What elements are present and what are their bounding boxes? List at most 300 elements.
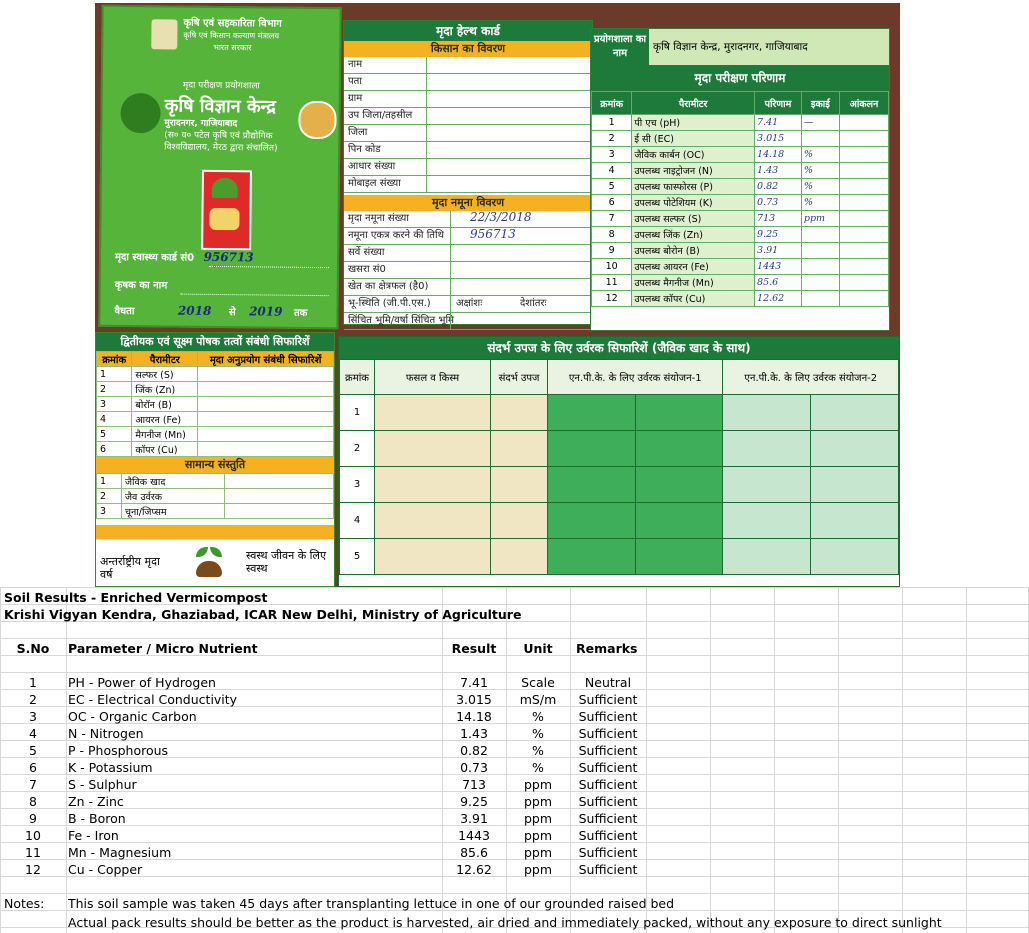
dept-line1: कृषि एवं सहकारिता विभाग: [183, 17, 282, 30]
sample-row: [344, 296, 592, 313]
row-divider: [450, 262, 451, 278]
results-row-number: 3: [592, 147, 632, 163]
results-row-number: 12: [592, 291, 632, 307]
row-sno: 5: [29, 743, 37, 758]
general-row-item: जैविक खाद: [122, 474, 225, 489]
fertilizer-row-combo2-b: [811, 395, 899, 431]
results-row-unit: %: [801, 179, 839, 195]
results-row-assessment: [839, 131, 888, 147]
results-row-parameter: उपलब्ध कॉपर (Cu): [632, 291, 755, 307]
row-result: 1.43: [460, 726, 488, 741]
micronutrient-row: [97, 442, 334, 457]
row-parameter: B - Boron: [68, 811, 126, 826]
card-fertilizer-recommendations: [338, 336, 900, 587]
results-row: [592, 259, 889, 275]
sample-row-label: नमूना एकत्र करने की तिथि: [348, 230, 444, 241]
results-row: [592, 243, 889, 259]
header-result: Result: [451, 641, 497, 656]
results-row-number: 10: [592, 259, 632, 275]
results-row-number: 1: [592, 115, 632, 131]
general-row-item: चूना/जिप्सम: [122, 504, 225, 519]
fertilizer-row-combo1-a: [548, 395, 636, 431]
validity-to-word: से: [228, 307, 236, 319]
row-remarks: Sufficient: [578, 845, 638, 860]
farmer-rows: [344, 57, 592, 193]
kvk-title: कृषि विज्ञान केन्द्र: [164, 95, 276, 118]
row-unit: %: [532, 743, 544, 758]
row-remarks: Sufficient: [578, 777, 638, 792]
results-title: मृदा परीक्षण परिणाम: [591, 65, 889, 91]
row-parameter: Mn - Magnesium: [68, 845, 172, 860]
results-row-value: 1443: [755, 259, 802, 275]
micronutrient-row-number: 3: [97, 397, 132, 412]
results-row-parameter: जैविक कार्बन (OC): [632, 147, 755, 163]
results-row-unit: [801, 275, 839, 291]
results-row: [592, 131, 889, 147]
row-result: 0.82: [460, 743, 488, 758]
farmer-row: [344, 108, 592, 125]
results-row-value: 3.015: [755, 131, 802, 147]
fertilizer-column-header: फसल व किस्म: [375, 360, 491, 395]
kvk-sub1: (स० व० पटेल कृषि एवं प्रौद्योगिक: [164, 130, 273, 142]
results-column-header: क्रमांक: [592, 92, 632, 115]
micronutrient-column-header: मृदा अनुप्रयोग संबंधी सिफारिशें: [198, 352, 334, 367]
row-divider: [450, 245, 451, 261]
sample-row: [344, 279, 592, 296]
micronutrient-row-parameter: मैगनीज (Mn): [132, 427, 198, 442]
results-row-assessment: [839, 275, 888, 291]
farmer-section-title: किसान का विवरण: [344, 41, 592, 57]
dept-line3: भारत सरकार: [213, 42, 252, 53]
card-cover-panel: [98, 5, 341, 329]
soil-results-sheet: [0, 587, 1029, 933]
sample-row: [344, 245, 592, 262]
results-row-assessment: [839, 291, 888, 307]
results-column-header: परिणाम: [755, 92, 802, 115]
results-row-parameter: उपलब्ध बोरोन (B): [632, 243, 755, 259]
row-result: 1443: [458, 828, 490, 843]
results-row-value: 12.62: [755, 291, 802, 307]
micronutrient-table: [96, 351, 334, 457]
farmer-name-label: कृषक का नाम: [114, 279, 168, 292]
results-row-number: 11: [592, 275, 632, 291]
note-line-1: This soil sample was taken 45 days after transplanting lettuce in one of our grounded raised bed: [68, 896, 675, 911]
general-recommendation-row: [97, 489, 334, 504]
general-recommendation-title: सामान्य संस्तुति: [96, 457, 334, 473]
card-no-value: 956713: [203, 249, 254, 265]
results-row-unit: [801, 131, 839, 147]
row-divider: [450, 313, 451, 329]
validity-label: वैधता: [114, 305, 135, 318]
results-row-unit: [801, 291, 839, 307]
results-row-value: 0.73: [755, 195, 802, 211]
note-line-2: Actual pack results should be better as the product is harvested, air dried and immediately packed, without any exposure to direct sunlight: [68, 915, 942, 930]
row-unit: ppm: [523, 862, 553, 877]
sample-row: [344, 262, 592, 279]
results-column-header: इकाई: [801, 92, 839, 115]
fertilizer-title: संदर्भ उपज के लिए उर्वरक सिफारिशें (जैविक खाद के साथ): [339, 337, 899, 359]
results-row-assessment: [839, 115, 888, 131]
fertilizer-row-combo2-a: [723, 431, 811, 467]
fertilizer-column-header: एन.पी.के. के लिए उर्वरक संयोजन-2: [723, 360, 899, 395]
row-divider: [450, 211, 451, 227]
results-row: [592, 163, 889, 179]
results-row-number: 8: [592, 227, 632, 243]
fertilizer-row-combo2-a: [723, 539, 811, 575]
card-micronutrient-recommendations: [95, 332, 335, 587]
results-row: [592, 227, 889, 243]
sample-row-label: मृदा नमूना संख्या: [348, 213, 409, 224]
results-row-unit: %: [801, 195, 839, 211]
farmer-row: [344, 91, 592, 108]
micronutrient-row: [97, 412, 334, 427]
results-row-assessment: [839, 163, 888, 179]
farmer-row: [344, 176, 592, 193]
row-divider: [450, 296, 451, 312]
header-sno: S.No: [16, 641, 50, 656]
lab-name-label: प्रयोगशाला का नाम: [591, 29, 649, 65]
row-divider: [450, 279, 451, 295]
plant-sprout-icon: [192, 545, 226, 581]
results-row-value: 3.91: [755, 243, 802, 259]
fertilizer-row: [340, 431, 899, 467]
row-sno: 11: [25, 845, 41, 860]
results-row-parameter: उपलब्ध पोटेशियम (K): [632, 195, 755, 211]
general-row-recommendation: [225, 489, 334, 504]
fertilizer-row-crop: [375, 539, 491, 575]
card-test-results: [590, 28, 890, 331]
results-row: [592, 115, 889, 131]
row-remarks: Sufficient: [578, 709, 638, 724]
results-row-assessment: [839, 147, 888, 163]
results-row-assessment: [839, 243, 888, 259]
row-divider: [426, 176, 427, 192]
lab-name: कृषि विज्ञान केन्द्र, मुरादनगर, गाजियाबाद: [649, 29, 889, 65]
micronutrient-row-recommendation: [198, 397, 334, 412]
results-row-number: 5: [592, 179, 632, 195]
farmer-row: [344, 125, 592, 142]
row-sno: 12: [25, 862, 41, 877]
micronutrient-row-recommendation: [198, 412, 334, 427]
micronutrient-row: [97, 397, 334, 412]
fertilizer-row: [340, 395, 899, 431]
validity-end: तक: [293, 307, 308, 319]
micronutrient-row-recommendation: [198, 382, 334, 397]
dept-line2: कृषि एवं किसान कल्याण मंत्रालय: [183, 30, 280, 41]
results-row-parameter: उपलब्ध मैगनीज (Mn): [632, 275, 755, 291]
card-no-label: मृदा स्वास्थ्य कार्ड सं0: [114, 251, 195, 264]
row-sno: 9: [29, 811, 37, 826]
fertilizer-row-yield: [491, 467, 548, 503]
validity-to: 2019: [249, 304, 283, 319]
row-parameter: Fe - Iron: [68, 828, 119, 843]
fertilizer-row-number: 2: [340, 431, 375, 467]
micronutrient-row: [97, 367, 334, 382]
row-sno: 3: [29, 709, 37, 724]
university-seal-icon: [298, 101, 336, 139]
micronutrient-row-number: 6: [97, 442, 132, 457]
fertilizer-row-number: 3: [340, 467, 375, 503]
row-unit: %: [532, 760, 544, 775]
general-row-number: 2: [97, 489, 122, 504]
fertilizer-row-crop: [375, 503, 491, 539]
row-remarks: Sufficient: [578, 726, 638, 741]
row-parameter: S - Sulphur: [68, 777, 137, 792]
row-parameter: N - Nitrogen: [68, 726, 144, 741]
farmer-row-label: जिला: [348, 127, 368, 138]
row-remarks: Sufficient: [578, 811, 638, 826]
farmer-row-label: मोबाइल संख्या: [348, 178, 401, 189]
row-sno: 4: [29, 726, 37, 741]
row-parameter: PH - Power of Hydrogen: [68, 675, 216, 690]
row-remarks: Sufficient: [578, 828, 638, 843]
row-unit: Scale: [521, 675, 555, 690]
fertilizer-row-combo1-a: [548, 467, 636, 503]
micronutrient-column-header: क्रमांक: [97, 352, 132, 367]
row-divider: [426, 91, 427, 107]
fertilizer-row-combo1-b: [635, 503, 723, 539]
row-unit: ppm: [523, 828, 553, 843]
row-parameter: EC - Electrical Conductivity: [68, 692, 238, 707]
row-sno: 2: [29, 692, 37, 707]
results-row-number: 9: [592, 243, 632, 259]
results-row-unit: %: [801, 163, 839, 179]
results-column-header: पैरामीटर: [632, 92, 755, 115]
row-parameter: OC - Organic Carbon: [68, 709, 197, 724]
results-row-unit: [801, 227, 839, 243]
header-unit: Unit: [523, 641, 553, 656]
farmer-row: [344, 142, 592, 159]
results-table: [591, 91, 889, 307]
row-remarks: Sufficient: [578, 794, 638, 809]
farmer-row-label: पिन कोड: [348, 144, 381, 155]
general-row-number: 1: [97, 474, 122, 489]
sample-rows: [344, 211, 592, 330]
row-unit: ppm: [523, 794, 553, 809]
validity-from: 2018: [177, 303, 212, 318]
fertilizer-row-yield: [491, 539, 548, 575]
sample-row: [344, 228, 592, 245]
general-recommendation-row: [97, 504, 334, 519]
sample-row-label: खसरा सं0: [348, 264, 386, 275]
row-unit: %: [532, 726, 544, 741]
row-divider: [450, 228, 451, 244]
row-sno: 1: [29, 675, 37, 690]
micronutrient-row-number: 5: [97, 427, 132, 442]
micronutrient-row-recommendation: [198, 442, 334, 457]
fertilizer-row-combo1-b: [635, 539, 723, 575]
fertilizer-row-combo2-b: [811, 467, 899, 503]
fertilizer-row-combo2-b: [811, 503, 899, 539]
kvk-sub2: विश्वविद्यालय, मेरठ द्वारा संचालित): [164, 142, 278, 154]
results-row-parameter: उपलब्ध नाइट्रोजन (N): [632, 163, 755, 179]
sample-row-value: 956713: [470, 228, 516, 241]
row-parameter: P - Phosphorous: [68, 743, 169, 758]
results-row-unit: ppm: [801, 211, 839, 227]
results-row-unit: [801, 243, 839, 259]
row-remarks: Sufficient: [578, 862, 638, 877]
results-row-value: 1.43: [755, 163, 802, 179]
micronutrient-title: द्वितीयक एवं सूक्ष्म पोषक तत्वों संबंधी सिफारिशें: [96, 333, 334, 351]
row-divider: [426, 142, 427, 158]
healthy-life-text: स्वस्थ जीवन के लिए स्वस्थ: [246, 549, 327, 575]
row-divider: [426, 125, 427, 141]
results-row-unit: [801, 259, 839, 275]
emblem-icon: [151, 19, 177, 49]
row-unit: ppm: [523, 777, 553, 792]
row-remarks: Neutral: [584, 675, 632, 690]
micronutrient-row-recommendation: [198, 427, 334, 442]
fertilizer-row: [340, 539, 899, 575]
row-divider: [426, 108, 427, 124]
fertilizer-row-yield: [491, 431, 548, 467]
grid-row-line: [0, 587, 1029, 588]
latitude-label: अक्षांशः: [456, 298, 483, 309]
row-divider: [426, 159, 427, 175]
lab-title: मृदा परीक्षण प्रयोगशाला: [182, 80, 260, 92]
sample-row-label: सिंचित भूमि/वर्षा सिंचित भूमि: [348, 315, 455, 326]
results-column-header: आंकलन: [839, 92, 888, 115]
results-row-assessment: [839, 211, 888, 227]
micronutrient-row-number: 1: [97, 367, 132, 382]
results-row: [592, 211, 889, 227]
sample-row-label: सर्वे संख्या: [348, 247, 385, 258]
row-result: 9.25: [460, 794, 488, 809]
results-row-number: 4: [592, 163, 632, 179]
kvk-place: मुरादनगर, गाजियाबाद: [164, 118, 238, 130]
row-remarks: Sufficient: [578, 760, 638, 775]
fertilizer-column-header: एन.पी.के. के लिए उर्वरक संयोजन-1: [548, 360, 723, 395]
grid-row-line: [0, 638, 1029, 639]
fertilizer-row-crop: [375, 395, 491, 431]
sheet-subtitle: Krishi Vigyan Kendra, Ghaziabad, ICAR New Delhi, Ministry of Agriculture: [4, 607, 522, 622]
results-row-value: 0.82: [755, 179, 802, 195]
fertilizer-row-combo2-a: [723, 467, 811, 503]
fertilizer-row-combo2-b: [811, 431, 899, 467]
results-row: [592, 179, 889, 195]
results-row: [592, 147, 889, 163]
results-row-number: 2: [592, 131, 632, 147]
sample-row-value: 22/3/2018: [470, 211, 532, 224]
longitude-label: देशांतरः: [520, 298, 547, 309]
results-row-assessment: [839, 195, 888, 211]
results-row-unit: —: [801, 115, 839, 131]
results-row-number: 6: [592, 195, 632, 211]
general-row-recommendation: [225, 504, 334, 519]
results-row: [592, 291, 889, 307]
fertilizer-row-crop: [375, 431, 491, 467]
farmer-row: [344, 74, 592, 91]
results-row-parameter: उपलब्ध फास्फोरस (P): [632, 179, 755, 195]
micronutrient-row-number: 4: [97, 412, 132, 427]
micronutrient-row-parameter: आयरन (Fe): [132, 412, 198, 427]
fertilizer-row-combo2-a: [723, 503, 811, 539]
fertilizer-row-combo2-a: [723, 395, 811, 431]
micronutrient-row-parameter: कॉपर (Cu): [132, 442, 198, 457]
micronutrient-row-recommendation: [198, 367, 334, 382]
fertilizer-table: [339, 359, 899, 575]
row-result: 85.6: [460, 845, 488, 860]
icar-logo-icon: [120, 93, 160, 133]
farmer-row-label: नाम: [348, 59, 363, 70]
farmer-row-label: उप जिला/तहसील: [348, 110, 413, 121]
fertilizer-row-yield: [491, 395, 548, 431]
general-row-number: 3: [97, 504, 122, 519]
results-header-row: [592, 92, 889, 115]
fertilizer-row: [340, 467, 899, 503]
soil-health-logo-icon: [201, 170, 252, 251]
general-row-item: जैव उर्वरक: [122, 489, 225, 504]
results-row-assessment: [839, 179, 888, 195]
row-divider: [426, 74, 427, 90]
health-card-header: मृदा हेल्थ कार्ड: [344, 21, 592, 41]
notes-label: Notes:: [4, 896, 45, 911]
row-result: 14.18: [456, 709, 492, 724]
row-result: 7.41: [460, 675, 488, 690]
soil-year-text: अन्तर्राष्ट्रीय मृदा वर्ष: [100, 555, 160, 581]
general-recommendation-row: [97, 474, 334, 489]
results-row-number: 7: [592, 211, 632, 227]
row-unit: mS/m: [519, 692, 557, 707]
sample-section-title: मृदा नमूना विवरण: [344, 195, 592, 211]
sample-row-label: भू-स्थिति (जी.पी.एस.): [348, 298, 431, 309]
results-row-value: 9.25: [755, 227, 802, 243]
fertilizer-row-combo1-b: [635, 395, 723, 431]
row-remarks: Sufficient: [578, 692, 638, 707]
micronutrient-row: [97, 427, 334, 442]
fertilizer-row-combo1-a: [548, 539, 636, 575]
row-remarks: Sufficient: [578, 743, 638, 758]
fertilizer-row-number: 4: [340, 503, 375, 539]
row-result: 3.91: [460, 811, 488, 826]
fertilizer-row-number: 5: [340, 539, 375, 575]
results-row-parameter: पी एच (pH): [632, 115, 755, 131]
fertilizer-row-crop: [375, 467, 491, 503]
row-result: 713: [462, 777, 486, 792]
sheet-title: Soil Results - Enriched Vermicompost: [4, 590, 268, 605]
fertilizer-row-combo1-a: [548, 503, 636, 539]
micronutrient-row-number: 2: [97, 382, 132, 397]
results-row-value: 7.41: [755, 115, 802, 131]
sample-row: [344, 313, 592, 330]
grid-row-line: [0, 672, 1029, 673]
micronutrient-row: [97, 382, 334, 397]
micronutrient-row-parameter: बोरॉन (B): [132, 397, 198, 412]
fertilizer-row: [340, 503, 899, 539]
row-result: 12.62: [456, 862, 492, 877]
row-sno: 7: [29, 777, 37, 792]
row-unit: ppm: [523, 811, 553, 826]
fertilizer-row-combo1-a: [548, 431, 636, 467]
results-row: [592, 275, 889, 291]
results-row-assessment: [839, 227, 888, 243]
results-row-assessment: [839, 259, 888, 275]
card-farmer-details: [343, 20, 593, 325]
results-row-parameter: उपलब्ध जिंक (Zn): [632, 227, 755, 243]
row-result: 0.73: [460, 760, 488, 775]
fertilizer-column-header: संदर्भ उपज: [491, 360, 548, 395]
fertilizer-row-combo1-b: [635, 431, 723, 467]
micronutrient-row-parameter: सल्फर (S): [132, 367, 198, 382]
sample-row: [344, 211, 592, 228]
general-recommendation-table: [96, 473, 334, 519]
row-parameter: Cu - Copper: [68, 862, 143, 877]
results-row-parameter: ई सी (EC): [632, 131, 755, 147]
fertilizer-row-yield: [491, 503, 548, 539]
farmer-row: [344, 159, 592, 176]
row-parameter: Zn - Zinc: [68, 794, 124, 809]
results-row-parameter: उपलब्ध सल्फर (S): [632, 211, 755, 227]
